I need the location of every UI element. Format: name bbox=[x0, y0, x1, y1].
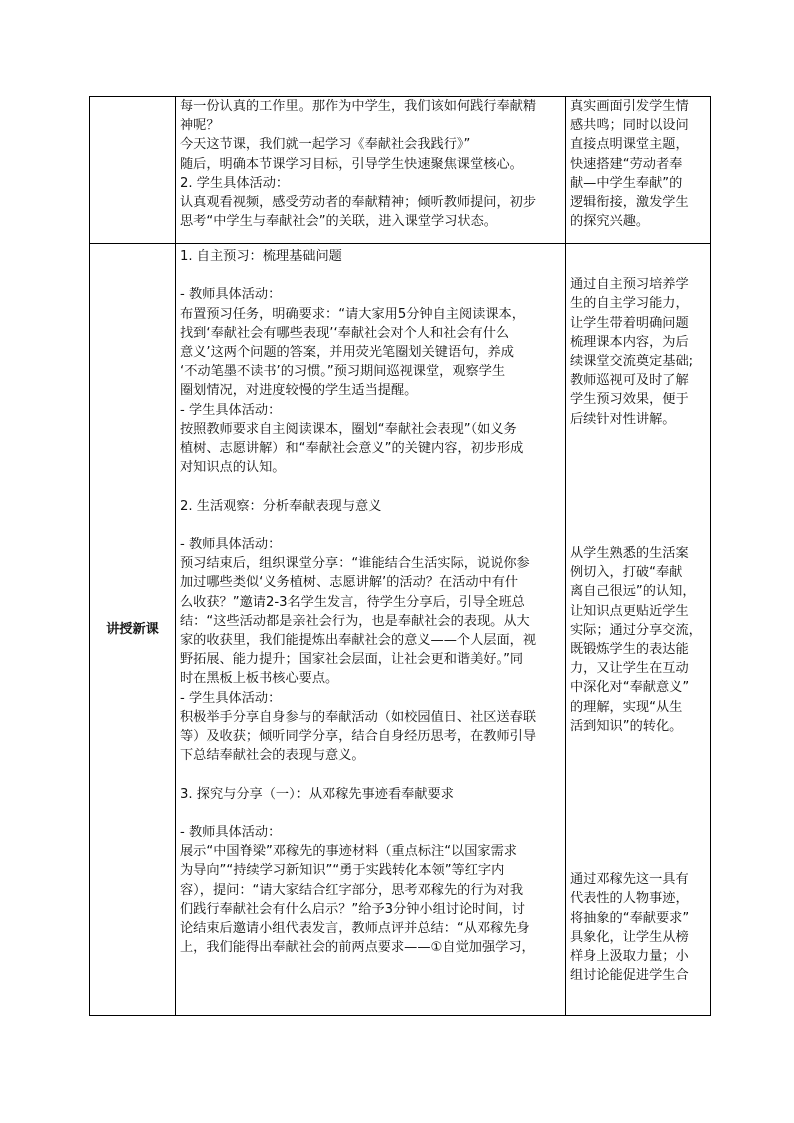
text-line: 从学生熟悉的生活案 bbox=[570, 545, 689, 561]
teacher-activity-heading: - 教师具体活动： bbox=[180, 287, 282, 303]
text-line: 学生预习效果，便于 bbox=[570, 392, 689, 408]
text-line: 神呢？ bbox=[180, 118, 220, 134]
text-line: 容），提问：“请大家结合红字部分，思考邓稼先的行为对我 bbox=[180, 882, 524, 898]
text-line: 上，我们能得出奉献社会的前两点要求——①自觉加强学习， bbox=[180, 940, 535, 956]
new-lesson-intent-cell bbox=[566, 244, 711, 1016]
text-line: 后续针对性讲解。 bbox=[570, 411, 676, 427]
text-line: 的探究兴趣。 bbox=[570, 214, 650, 230]
text-line: 么收获？”邀请2-3名学生发言，待学生分享后，引导全班总 bbox=[180, 594, 525, 610]
text-line: 将抽象的“奉献要求” bbox=[570, 910, 690, 926]
text-line: 具象化，让学生从榜 bbox=[570, 929, 689, 945]
text-line: 感共鸣；同时以设问 bbox=[570, 118, 689, 134]
text-line: 随后，明确本节课学习目标，引导学生快速聚焦课堂核心。 bbox=[180, 156, 523, 172]
text-line: 既锻炼学生的表达能 bbox=[570, 641, 689, 657]
text-line: 通过邓稼先这一具有 bbox=[570, 872, 689, 888]
teacher-activity-heading: - 教师具体活动： bbox=[180, 537, 282, 552]
text-line: 通过自主预习培养学 bbox=[570, 277, 689, 293]
new-lesson-label: 讲授新课 bbox=[90, 244, 176, 1016]
intro-activity-cell bbox=[176, 97, 566, 244]
text-line: 认真观看视频，感受劳动者的奉献精神；倾听教师提问，初步 bbox=[180, 195, 537, 211]
text-line: 代表性的人物事迹， bbox=[570, 891, 689, 907]
student-activity-heading: - 学生具体活动： bbox=[180, 402, 282, 418]
text-line: 活到知识”的转化。 bbox=[570, 718, 683, 734]
text-line: 积极举手分享自身参与的奉献活动（如校园值日、社区送春联 bbox=[180, 709, 537, 725]
text-line: 快速搭建“劳动者奉 bbox=[570, 156, 683, 172]
section-title: 2. 生活观察：分析奉献表现与意义 bbox=[180, 498, 382, 514]
text-line: 的理解，实现“从生 bbox=[570, 699, 683, 715]
intro-intent-cell bbox=[566, 97, 711, 244]
text-line: 逻辑衔接，激发学生 bbox=[570, 195, 689, 211]
text-line: 为导向”“持续学习新知识”“勇于实践转化本领”等红字内 bbox=[180, 863, 505, 879]
text-line: 意义’这两个问题的答案，并用荧光笔圈划关键语句，养成 bbox=[180, 345, 514, 360]
text-line: 实际；通过分享交流， bbox=[570, 622, 702, 638]
text-line: 家的收获里，我们能提炼出奉献社会的意义——个人层面，视 bbox=[180, 633, 537, 649]
intent-block-3 bbox=[570, 870, 706, 985]
text-line: 对知识点的认知。 bbox=[180, 460, 286, 476]
text-line: 直接点明课堂主题， bbox=[570, 137, 689, 153]
lesson-plan-table bbox=[89, 96, 711, 1016]
text-line: 今天这节课，我们就一起学习《奉献社会我践行》” bbox=[180, 137, 471, 153]
text-line: 野拓展、能力提升；国家社会层面，让社会更和谐美好。”同 bbox=[180, 652, 524, 668]
text-line: 中深化对“奉献意义” bbox=[570, 680, 690, 696]
text-line: 布置预习任务，明确要求：“请大家用5分钟自主阅读课本， bbox=[180, 306, 525, 322]
text-line: 组讨论能促进学生合 bbox=[570, 968, 689, 984]
teacher-activity-heading: - 教师具体活动： bbox=[180, 825, 282, 841]
text-line: 下总结奉献社会的表现与意义。 bbox=[180, 748, 365, 764]
text-line: 思考“中学生与奉献社会”的关联，进入课堂学习状态。 bbox=[180, 214, 497, 230]
text-line: 等）及收获；倾听同学分享，结合自身经历思考，在教师引导 bbox=[180, 729, 537, 745]
text-line: 时在黑板上板书核心要点。 bbox=[180, 671, 339, 687]
student-activity-heading: - 学生具体活动： bbox=[180, 690, 282, 706]
text-line: 结：“这些活动都是亲社会行为，也是奉献社会的表现。从大 bbox=[180, 613, 530, 629]
text-line: 每一份认真的工作里。那作为中学生，我们该如何践行奉献精 bbox=[180, 99, 537, 114]
text-line: 论结束后邀请小组代表发言，教师点评并总结：“从邓稼先身 bbox=[180, 921, 530, 937]
intro-label-cell bbox=[90, 97, 176, 244]
intent-block-2 bbox=[570, 544, 706, 736]
text-line: 力，又让学生在互动 bbox=[570, 661, 689, 677]
new-lesson-row bbox=[90, 244, 711, 1016]
section-title: 3. 探究与分享（一）：从邓稼先事迹看奉献要求 bbox=[180, 786, 454, 802]
text-line: 梳理课本内容，为后 bbox=[570, 334, 689, 350]
text-line: 让知识点更贴近学生 bbox=[570, 603, 689, 619]
text-line: 植树、志愿讲解）和“奉献社会意义”的关键内容，初步形成 bbox=[180, 441, 524, 457]
text-line: 加过哪些类似‘义务植树、志愿讲解’的活动？在活动中有什 bbox=[180, 575, 519, 591]
section-title: 1. 自主预习：梳理基础问题 bbox=[180, 249, 342, 264]
text-line: ‘不动笔墨不读书’的习惯。”预习期间巡视课堂，观察学生 bbox=[180, 364, 506, 380]
text-line: 展示“中国脊梁”邓稼先的事迹材料（重点标注“以国家需求 bbox=[180, 844, 517, 860]
text-line: 真实画面引发学生情 bbox=[570, 99, 689, 114]
text-line: 教师巡视可及时了解 bbox=[570, 373, 689, 389]
text-line: 离自己很远”的认知， bbox=[570, 584, 696, 600]
text-line: 例切入，打破“奉献 bbox=[570, 565, 683, 581]
text-line: 圈划情况，对进度较慢的学生适当提醒。 bbox=[180, 383, 418, 399]
text-line: 按照教师要求自主阅读课本，圈划“奉献社会表现”（如义务 bbox=[180, 421, 517, 437]
new-lesson-activity-cell bbox=[176, 244, 566, 1016]
intent-block-1 bbox=[570, 275, 706, 429]
text-line: 预习结束后，组织课堂分享：“谁能结合生活实际，说说你参 bbox=[180, 556, 530, 572]
text-line: 们践行奉献社会有什么启示？”给予3分钟小组讨论时间，讨 bbox=[180, 901, 525, 917]
text-line: 让学生带着明确问题 bbox=[570, 315, 689, 331]
text-line: 样身上汲取力量；小 bbox=[570, 949, 689, 965]
text-line: 献—中学生奉献”的 bbox=[570, 175, 683, 191]
intro-row bbox=[90, 97, 711, 244]
text-line: 找到‘奉献社会有哪些表现’‘奉献社会对个人和社会有什么 bbox=[180, 325, 510, 341]
student-activity-heading: 2. 学生具体活动： bbox=[180, 175, 290, 191]
text-line: 续课堂交流奠定基础; bbox=[570, 354, 694, 369]
text-line: 生的自主学习能力， bbox=[570, 296, 689, 312]
